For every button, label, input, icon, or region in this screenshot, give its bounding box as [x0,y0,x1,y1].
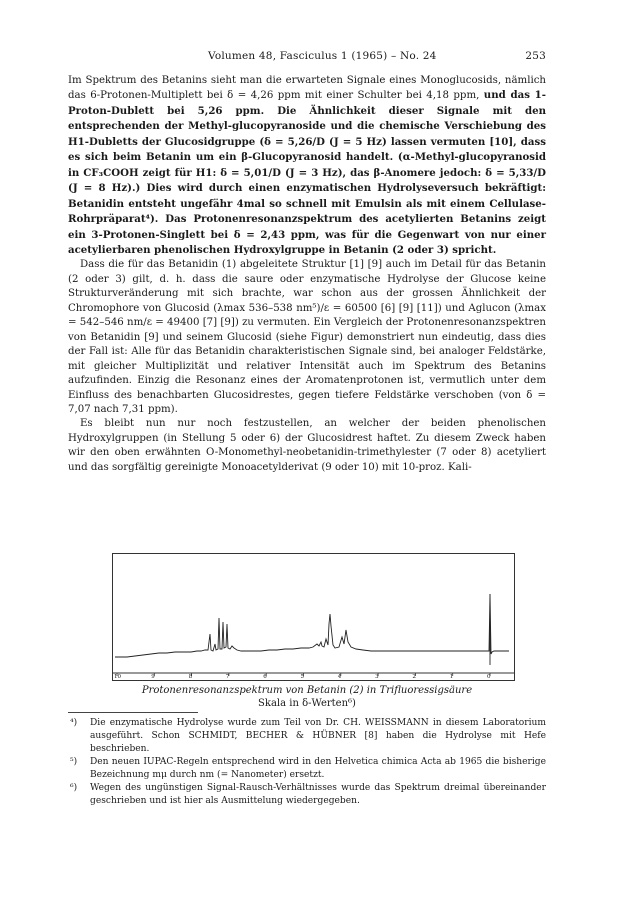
body-text [68,74,546,475]
running-header [68,50,546,64]
paragraph-3 [68,417,546,475]
tick-label-0: 0 [487,674,491,680]
tick-label-5: 5 [300,674,304,680]
footnote-4-text: Die enzymatische Hydrolyse wurde zum Teil von Dr. CH. WEISSMANN in diesem Laboratorium ausgeführt. Schon SCHMIDT, BECHER & HÜBNER [8] haben die Hydrolyse mit Hefe beschrieben. [90,718,546,754]
page-number: 253 [525,50,546,62]
footnote-6 [68,782,546,808]
journal-citation: Volumen 48, Fasciculus 1 (1965) – No. 24 [208,50,437,62]
footnote-5-mark: ⁵) [70,757,78,767]
footnote-6-text: Wegen des ungünstigen Signal-Rausch-Verhältnisses wurde das Spektrum dreimal übereinander geschrieben und ist hier als Ausmittelung wiedergegeben. [90,783,546,806]
tick-label-8: 8 [188,674,193,680]
footnote-4 [68,717,546,756]
tick-label-2: 2 [412,674,416,680]
spectrum-tick-labels [113,674,514,682]
footnote-6-mark: ⁶) [70,783,78,793]
tick-label-6: 6 [263,674,267,680]
paragraph-1-seg-1: und das 1-Proton-Dublett bei 5,26 ppm. Die Ähnlichkeit dieser Signale mit den entsprechenden der Methyl-glucopyranoside und die chemische Verschiebung des H1-Dubletts der Glucosidgruppe (δ = 5,26/D (J = 5 Hz) lassen vermuten [10], dass es sich beim Betanin um ein β-Glucopyranosid handelt. [68,89,546,164]
footnotes [68,717,546,808]
footnote-4-mark: ⁴) [70,718,78,728]
tick-label-1: 1 [449,674,454,680]
tick-label-7: 7 [225,674,230,680]
paragraph-2 [68,258,546,417]
footnote-5-text: Den neuen IUPAC-Regeln entsprechend wird in den Helvetica chimica Acta ab 1965 die bisherige Bezeichnung mμ durch nm (= Nanometer) ersetzt. [90,757,546,780]
nmr-spectrum-figure [112,553,515,681]
footnote-rule [68,712,198,713]
spectrum-plot [113,554,514,680]
tick-label-9: 9 [151,674,155,680]
tick-label-3: 3 [375,674,379,680]
paragraph-1 [68,74,546,258]
tick-label-4: 4 [337,674,342,680]
caption-title: Protonenresonanzspektrum von Betanin (2) in Trifluoressigsäure [141,685,473,696]
caption-scale: Skala in δ-Werten⁶) [258,698,356,709]
paragraph-1-seg-2: (α-Methyl-glucopyranosid in CF₃COOH zeigt für H1: δ = 5,01/D (J = 3 Hz), das β-Anomere jedoch: δ = 5,33/D (J = 8 Hz).) Dies wird durch einen enzymatischen Hydrolyseversuch bekräftigt: Betanidin entsteht ungefähr 4mal so schnell mit Emulsin als mit einem Cellulase-Rohrpräparat⁴). Das Protonenresonanzspektrum des acetylierten Betanins zeigt ein 3-Protonen-Singlett bei δ = 2,43 ppm, was für die Gegenwart von nur einer acetylierbaren phenolischen Hydroxylgruppe in Betanin (2 oder 3) spricht. [68,151,547,256]
spectrum-trace [115,594,509,657]
footnote-5 [68,756,546,782]
paragraph-2-seg-0: Dass die für das Betanidin (1) abgeleitete Struktur [1] [9] auch im Detail für das Betanin (2 oder 3) gilt, d. h. dass die saure oder enzymatische Hydrolyse der Glucose keine Strukturveränderung mit sich brachte, war schon aus der grossen Ähnlichkeit der Chromophore von Glucosid (λmax 536–538 nm⁵)/ε = 60500 [6] [9] [11]) und Aglucon (λmax = 542–546 nm/ε = 49400 [7] [9]) zu vermuten. Ein Vergleich der Protonenresonanzspektren von Betanidin [9] und seinem Glucosid (siehe Figur) demonstriert nun eindeutig, dass dies der Fall ist: Alle für das Betanidin charakteristischen Signale sind, bei analoger Feldstärke, mit gleicher Multiplizität und relativer Intensität auch im Spektrum des Betanins aufzufinden. Einzig die Resonanz eines der Aromatenprotonen ist, vermutlich unter dem Einfluss des benachbarten Glucosidrestes, gegen tiefere Feldstärke verschoben (von δ = 7,07 nach 7,31 ppm). [68,259,546,415]
figure-caption [68,684,546,710]
tick-label-10: 10 [114,674,121,680]
paragraph-1-seg-0: Im Spektrum des Betanins sieht man die erwarteten Signale eines Monoglucosids, nämlich das 6-Protonen-Multiplett bei δ = 4,26 ppm mit einer Schulter bei 4,18 ppm, [68,75,546,102]
paragraph-3-seg-0: Es bleibt nun nur noch festzustellen, an welcher der beiden phenolischen Hydroxylgruppen (in Stellung 5 oder 6) der Glucosidrest haftet. Zu diesem Zweck haben wir den oben erwähnten O-Monomethyl-neobetanidin-trimethylester (7 oder 8) acetyliert und das sorgfältig gereinigte Monoacetylderivat (9 oder 10) mit 10-proz. Kali- [68,418,546,473]
